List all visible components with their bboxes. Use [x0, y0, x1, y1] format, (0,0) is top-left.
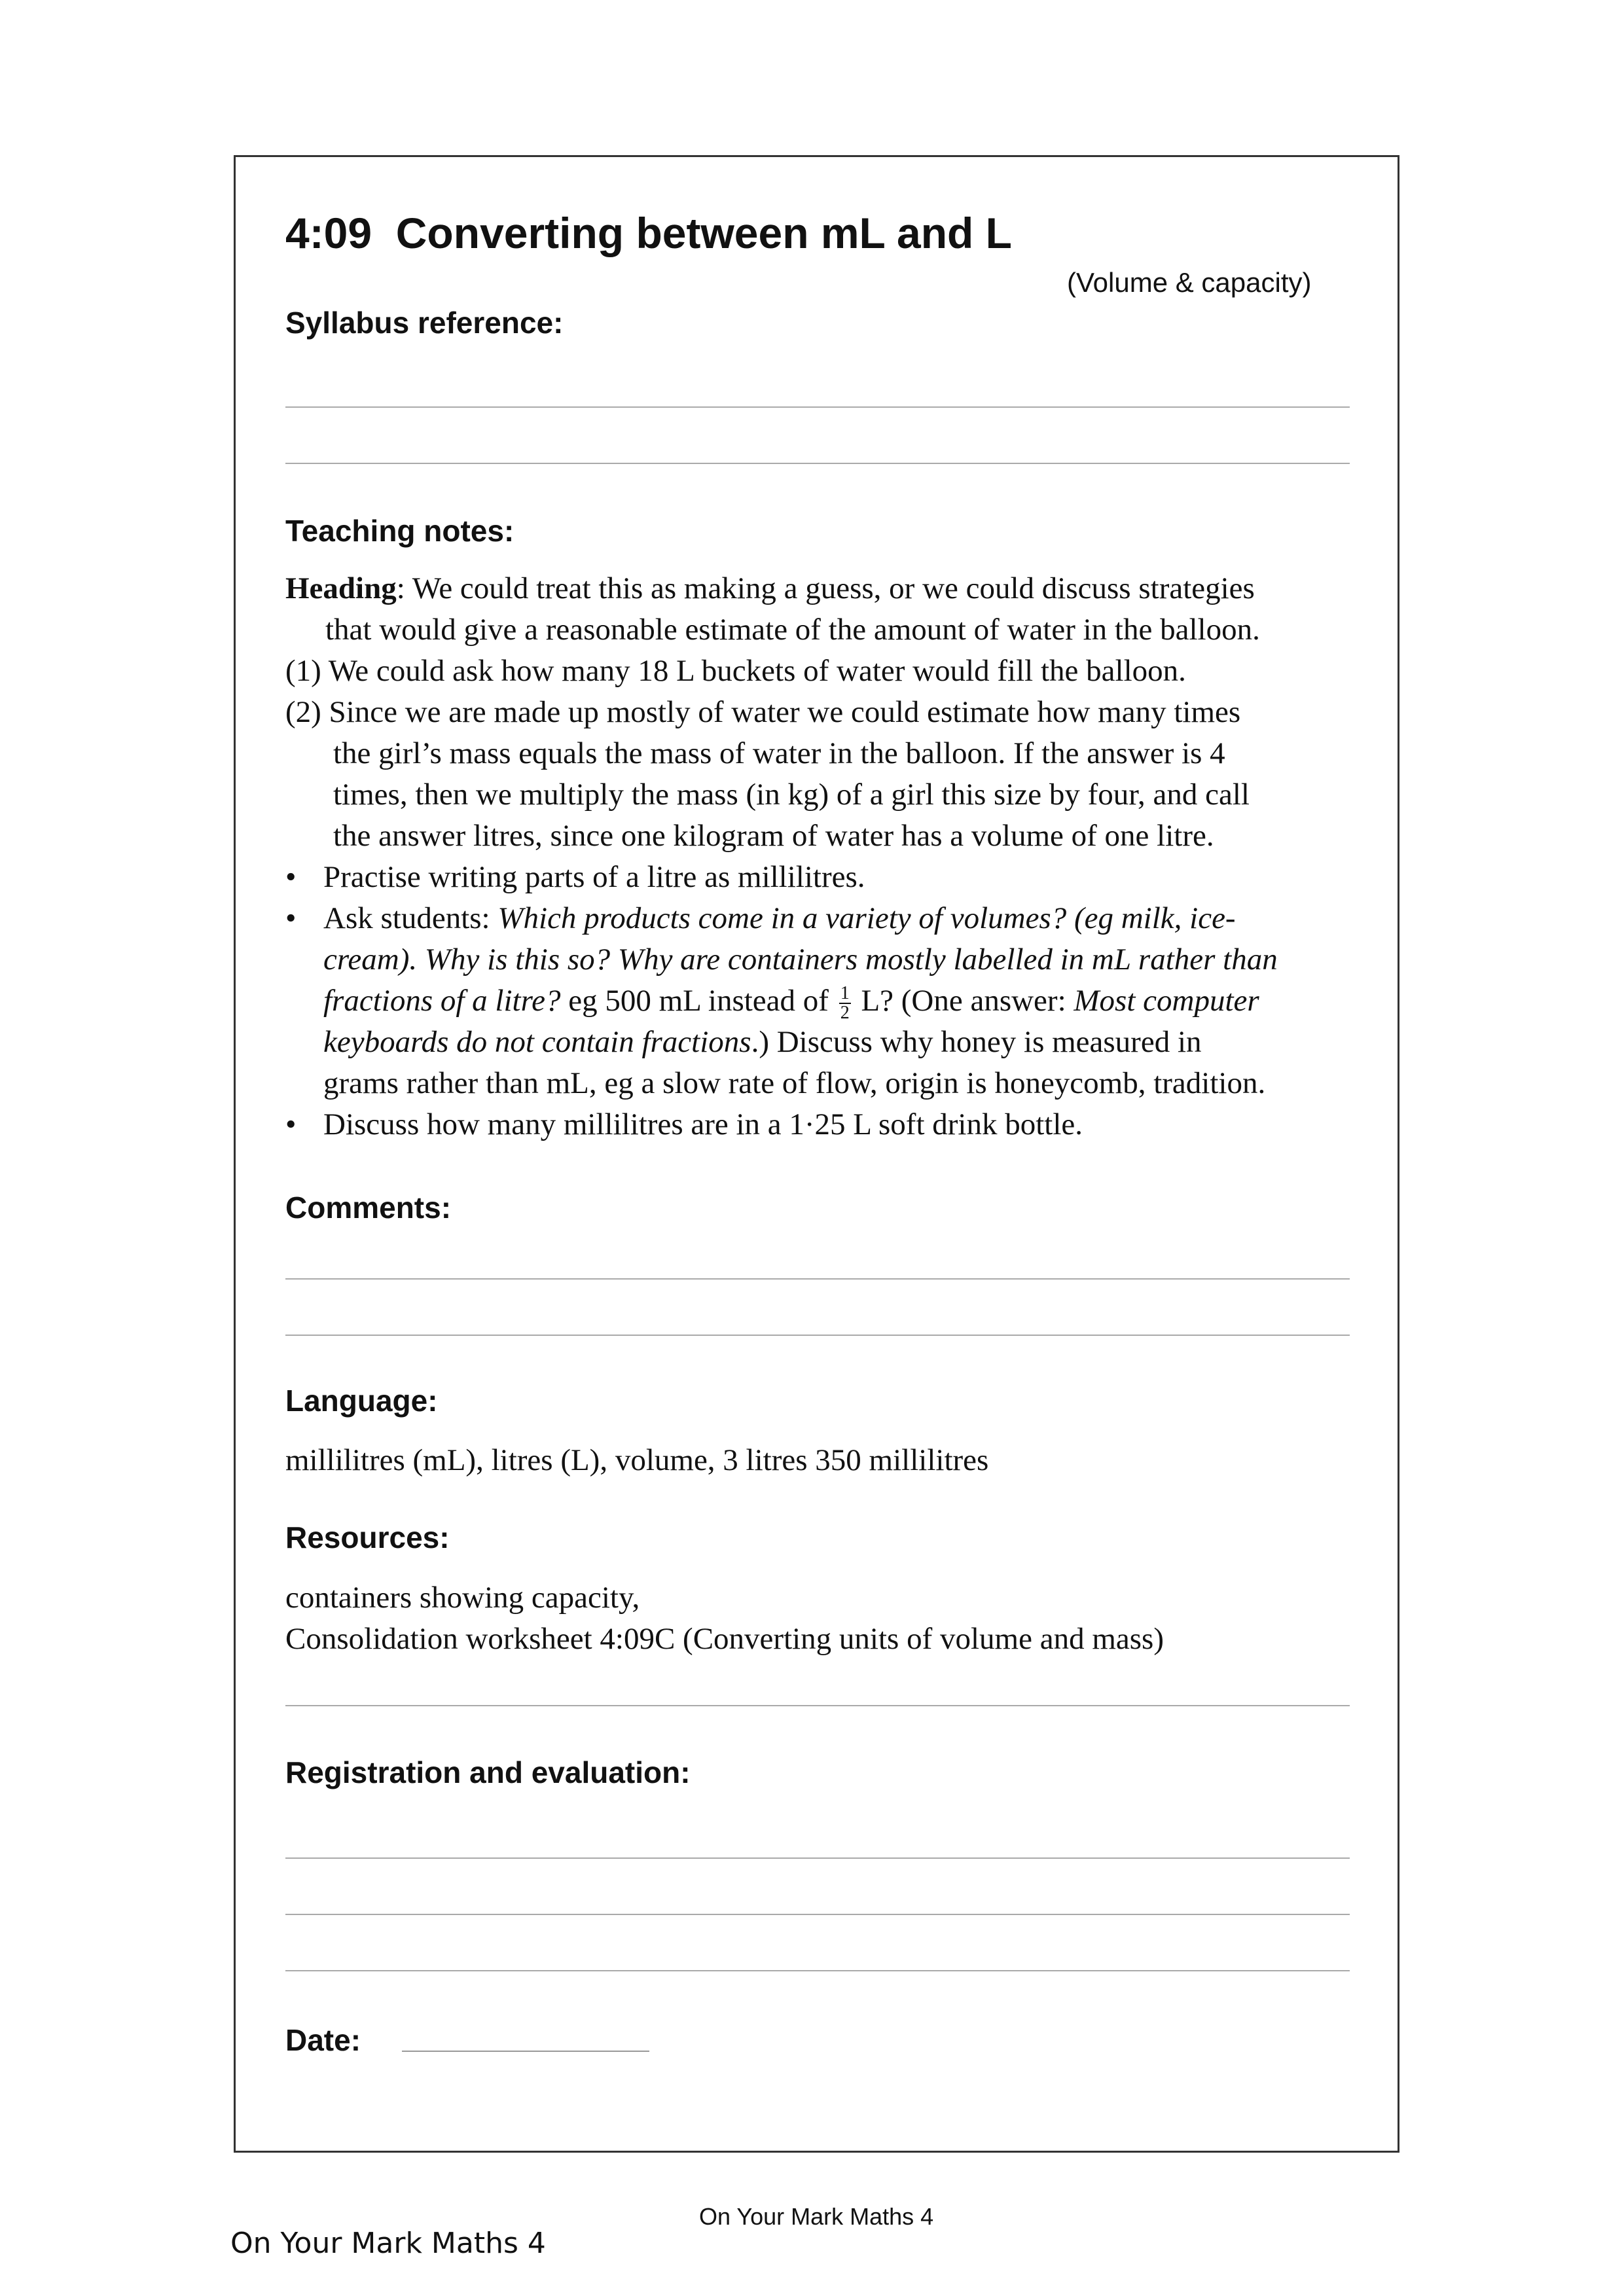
- resources-rule: [285, 1705, 1350, 1706]
- footer-left: On Your Mark Maths 4: [230, 2227, 546, 2260]
- bullet-item: Practise writing parts of a litre as millilitres.: [323, 860, 865, 894]
- date-label: Date:: [285, 2023, 361, 2057]
- fraction-one-half: $\frac{1}{2}$: [840, 983, 850, 1024]
- comments-line-1: [285, 1278, 1350, 1280]
- teaching-notes-heading: Teaching notes:: [285, 514, 514, 548]
- language-heading: Language:: [285, 1384, 438, 1418]
- bullet-mark: •: [285, 1107, 297, 1141]
- syllabus-line-2: [285, 463, 1350, 464]
- topic-subtitle: (Volume & capacity): [1067, 267, 1312, 298]
- teaching-note-line: (2) Since we are made up mostly of water we could estimate how many times: [285, 695, 1241, 729]
- date-line: [402, 2051, 649, 2052]
- teaching-note-line: times, then we multiply the mass (in kg) of a girl this size by four, and call: [333, 778, 1250, 812]
- registration-line-1: [285, 1857, 1350, 1859]
- bullet-item-line: cream). Why is this so? Why are containers mostly labelled in mL rather than: [323, 942, 1278, 977]
- teaching-note-line: that would give a reasonable estimate of the amount of water in the balloon.: [325, 613, 1260, 647]
- registration-line-2: [285, 1914, 1350, 1915]
- resources-line: Consolidation worksheet 4:09C (Converting units of volume and mass): [285, 1622, 1164, 1656]
- syllabus-heading: Syllabus reference:: [285, 306, 564, 340]
- bullet-item-line: fractions of a litre? eg 500 mL instead of $\frac{1}{2}$ L? (One answer: Most computer: [323, 983, 1259, 1024]
- bullet-mark: •: [285, 901, 297, 935]
- registration-line-3: [285, 1970, 1350, 1971]
- registration-heading: Registration and evaluation:: [285, 1755, 691, 1789]
- resources-heading: Resources:: [285, 1520, 450, 1554]
- bullet-item: Ask students: Which products come in a variety of volumes? (eg milk, ice-: [323, 901, 1236, 935]
- comments-heading: Comments:: [285, 1191, 452, 1225]
- teaching-note-line: the girl’s mass equals the mass of water in the balloon. If the answer is 4: [333, 736, 1225, 770]
- teaching-note-line: the answer litres, since one kilogram of water has a volume of one litre.: [333, 819, 1214, 853]
- page-title: 4:09 Converting between mL and L: [285, 209, 1012, 257]
- comments-line-2: [285, 1335, 1350, 1336]
- bullet-item: Discuss how many millilitres are in a 1·25 L soft drink bottle.: [323, 1107, 1083, 1141]
- teaching-note-line: Heading: We could treat this as making a guess, or we could discuss strategies: [285, 571, 1255, 605]
- footer-center: On Your Mark Maths 4: [699, 2203, 934, 2230]
- heading-label: Heading: [285, 571, 397, 605]
- resources-line: containers showing capacity,: [285, 1581, 640, 1615]
- page-frame: [234, 155, 1399, 2153]
- teaching-note-line: (1) We could ask how many 18 L buckets of water would fill the balloon.: [285, 654, 1186, 688]
- syllabus-line-1: [285, 406, 1350, 408]
- bullet-mark: •: [285, 860, 297, 894]
- bullet-item-line: keyboards do not contain fractions.) Discuss why honey is measured in: [323, 1025, 1202, 1059]
- bullet-item-line: grams rather than mL, eg a slow rate of flow, origin is honeycomb, tradition.: [323, 1066, 1266, 1100]
- language-text: millilitres (mL), litres (L), volume, 3 litres 350 millilitres: [285, 1443, 989, 1477]
